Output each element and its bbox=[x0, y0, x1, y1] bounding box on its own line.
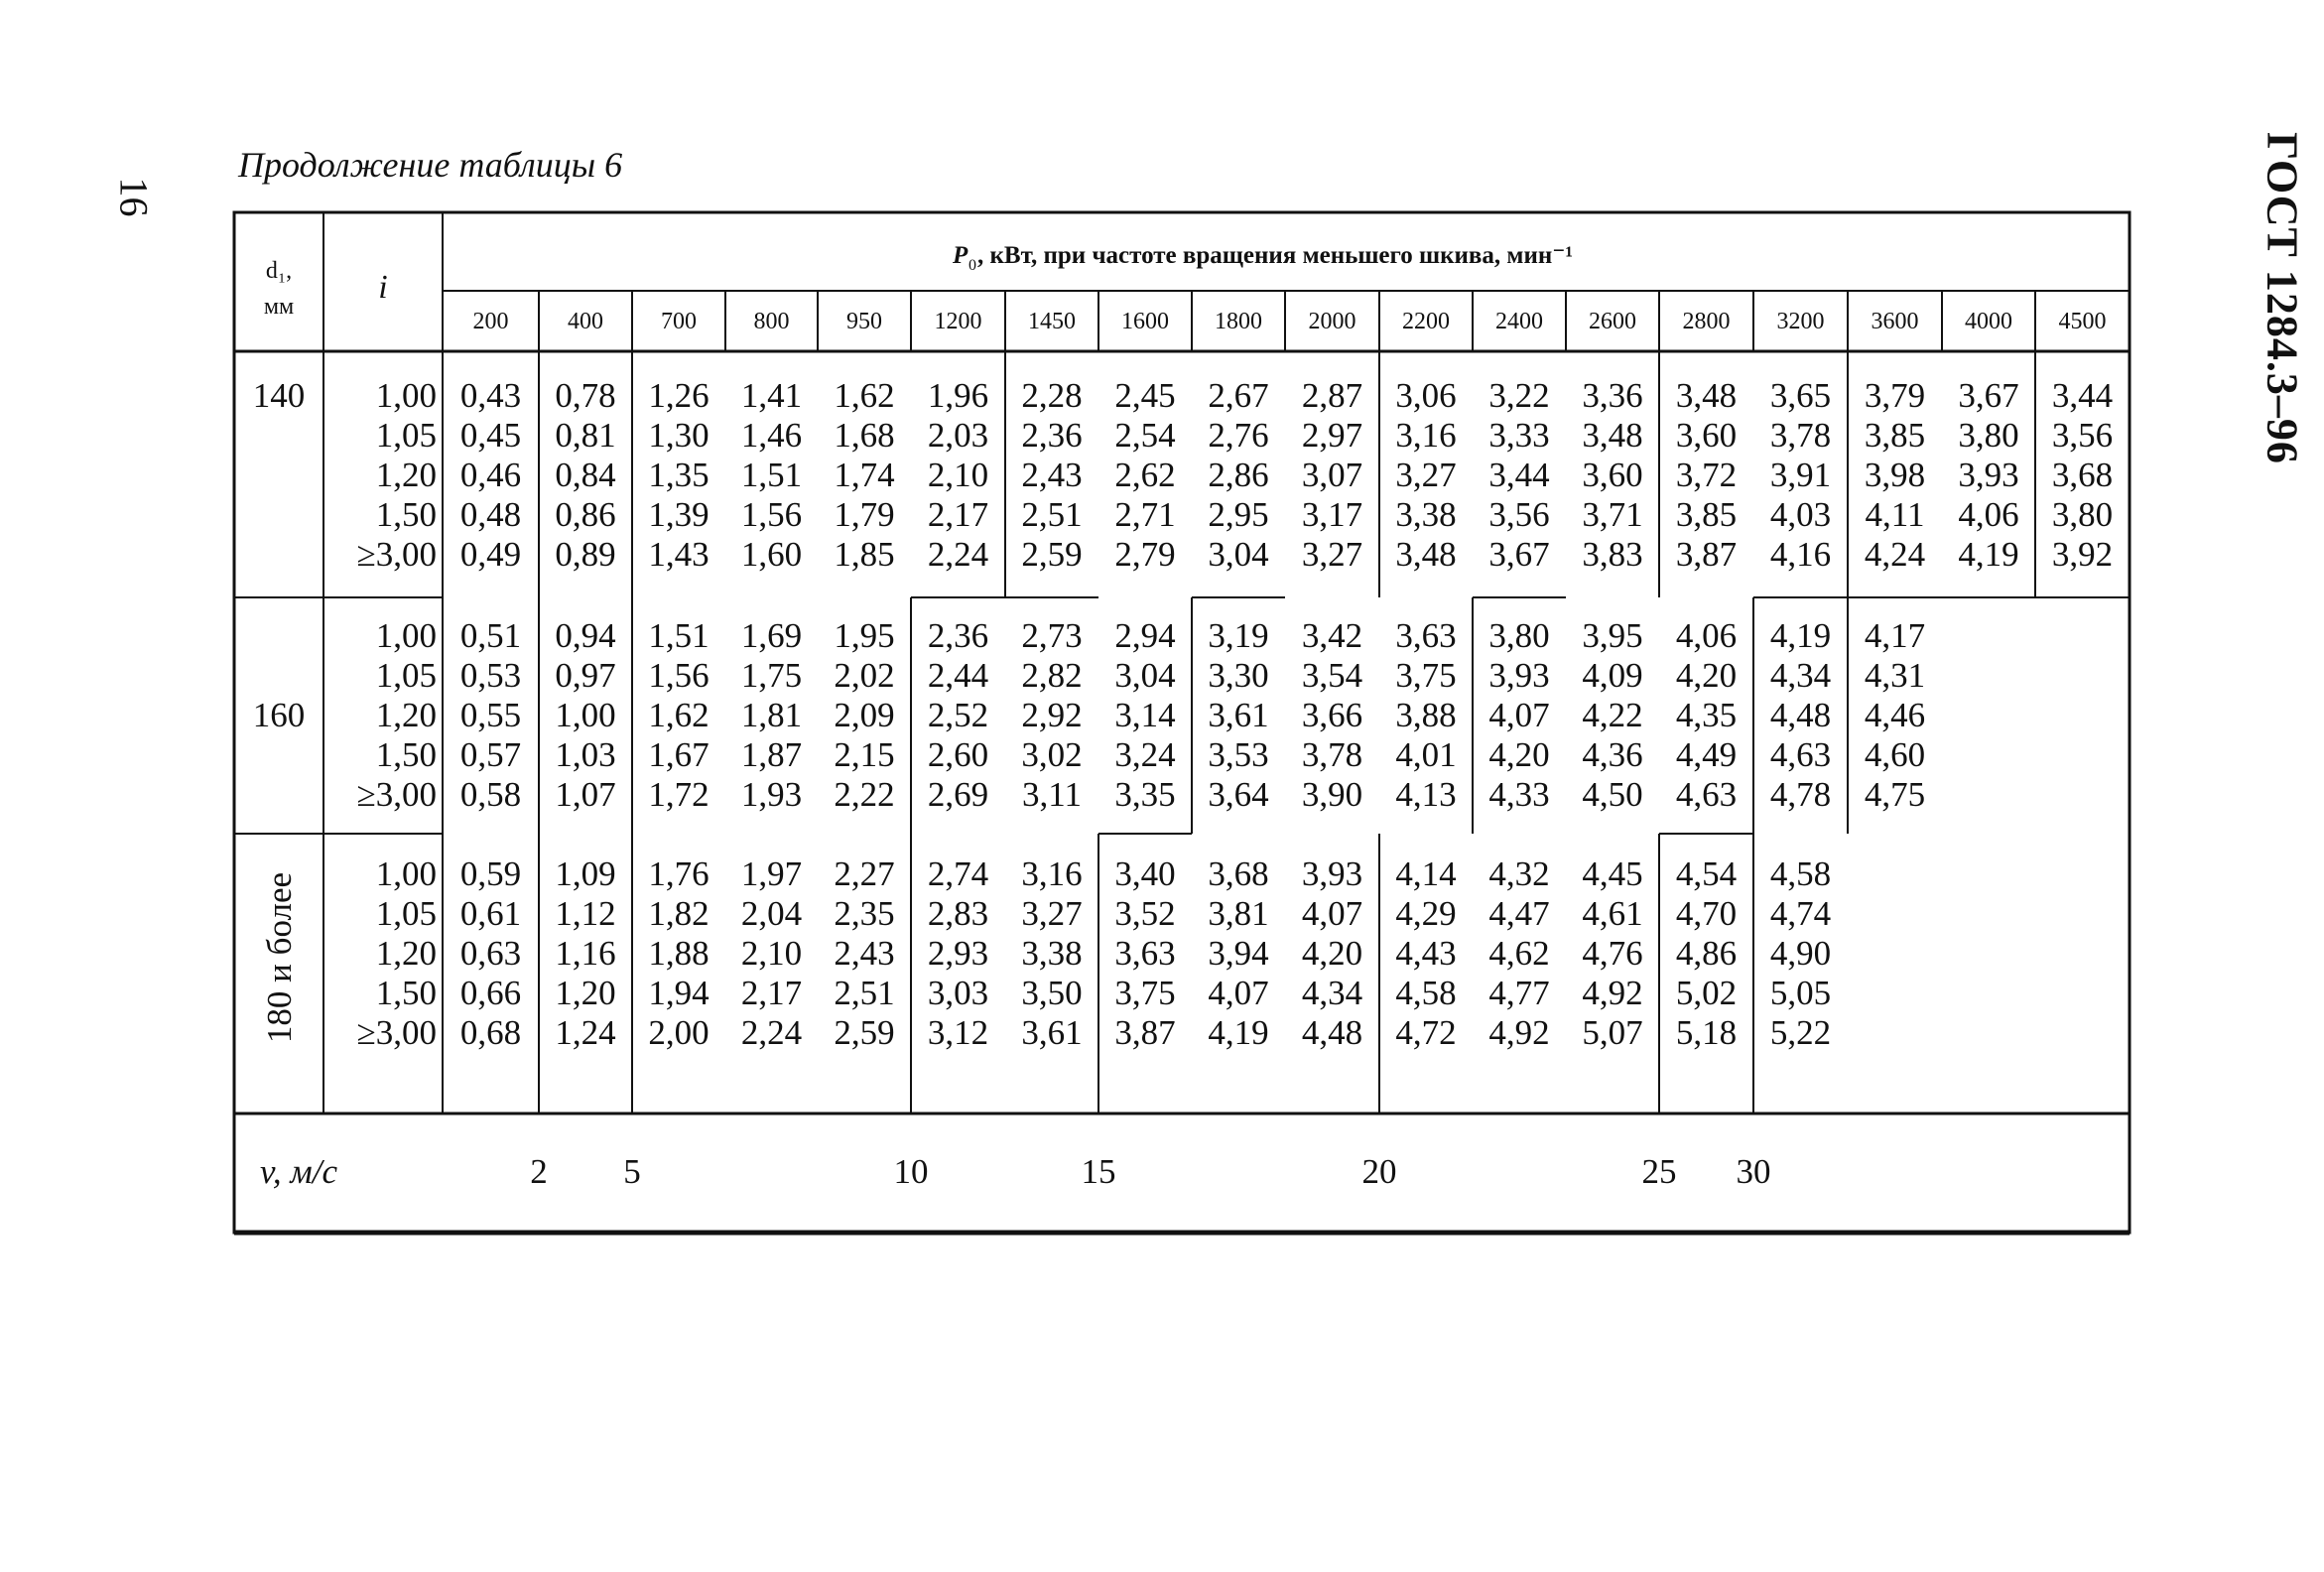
table-cell: 4,13 bbox=[1395, 775, 1457, 814]
velocity-label: v, м/с bbox=[260, 1152, 338, 1191]
gear-ratio-cell: 1,20 bbox=[375, 696, 437, 734]
table-cell: 3,38 bbox=[1395, 495, 1457, 534]
table-cell: 3,78 bbox=[1769, 416, 1832, 455]
table-cell: 4,74 bbox=[1769, 894, 1832, 933]
table-cell: 2,10 bbox=[927, 456, 989, 494]
table-cell: 3,64 bbox=[1208, 775, 1269, 814]
table-cell: 4,31 bbox=[1864, 656, 1926, 695]
table-cell: 1,00 bbox=[555, 696, 616, 734]
table-cell: 1,75 bbox=[740, 656, 803, 695]
table-cell: 4,48 bbox=[1301, 1013, 1363, 1052]
table-cell: 3,44 bbox=[1488, 456, 1550, 494]
speed-header: 1800 bbox=[1215, 309, 1262, 334]
speed-header: 4000 bbox=[1965, 309, 2012, 334]
table-cell: 3,80 bbox=[1958, 416, 2019, 455]
table-cell: 3,71 bbox=[1582, 495, 1643, 534]
table-cell: 4,01 bbox=[1395, 735, 1457, 774]
table-cell: 3,19 bbox=[1208, 616, 1269, 655]
table-cell: 1,43 bbox=[648, 535, 710, 574]
table-cell: 2,95 bbox=[1208, 495, 1269, 534]
table-cell: 3,61 bbox=[1208, 696, 1269, 734]
gear-ratio-cell: 1,20 bbox=[375, 456, 437, 494]
gear-ratio-cell: 1,50 bbox=[375, 495, 437, 534]
table-cell: 0,66 bbox=[459, 974, 522, 1012]
gear-ratio-cell: 1,00 bbox=[375, 376, 437, 415]
table-cell: 2,92 bbox=[1021, 696, 1083, 734]
gear-ratio-cell: 1,05 bbox=[375, 894, 437, 933]
table-cell: 1,46 bbox=[740, 416, 803, 455]
table-cell: 3,67 bbox=[1488, 535, 1550, 574]
table-cell: 3,16 bbox=[1021, 854, 1083, 893]
table-cell: 2,51 bbox=[834, 974, 895, 1012]
speed-header: 2200 bbox=[1402, 309, 1450, 334]
table-cell: 3,93 bbox=[1488, 656, 1550, 695]
table-cell: 2,36 bbox=[927, 616, 989, 655]
table-cell: 3,60 bbox=[1582, 456, 1643, 494]
table-cell: 2,83 bbox=[927, 894, 989, 933]
table-cell: 4,76 bbox=[1582, 934, 1643, 973]
table-cell: 3,93 bbox=[1301, 854, 1363, 893]
table-cell: 2,67 bbox=[1208, 376, 1269, 415]
table-cell: 0,78 bbox=[555, 376, 616, 415]
table-cell: 3,75 bbox=[1395, 656, 1457, 695]
table-cell: 3,54 bbox=[1301, 656, 1363, 695]
table-cell: 1,74 bbox=[834, 456, 895, 494]
table-cell: 0,58 bbox=[459, 775, 522, 814]
table-cell: 2,24 bbox=[927, 535, 989, 574]
table-cell: 3,56 bbox=[1488, 495, 1550, 534]
table-cell: 1,81 bbox=[740, 696, 803, 734]
table-cell: 4,75 bbox=[1864, 775, 1926, 814]
table-cell: 2,04 bbox=[740, 894, 803, 933]
diameter-label: 160 bbox=[252, 696, 306, 734]
table-cell: 3,17 bbox=[1301, 495, 1363, 534]
table-cell: 3,48 bbox=[1675, 376, 1738, 415]
velocity-mark: 2 bbox=[530, 1152, 548, 1191]
table-cell: 1,62 bbox=[648, 696, 710, 734]
table-cell: 4,92 bbox=[1582, 974, 1643, 1012]
velocity-mark: 25 bbox=[1641, 1152, 1677, 1191]
table-cell: 2,43 bbox=[1021, 456, 1083, 494]
table-cell: 3,38 bbox=[1021, 934, 1083, 973]
table-cell: 4,43 bbox=[1395, 934, 1457, 973]
table-cell: 3,22 bbox=[1488, 376, 1550, 415]
table-cell: 4,61 bbox=[1582, 894, 1643, 933]
speed-header: 2600 bbox=[1589, 309, 1636, 334]
header-symbol: P bbox=[953, 242, 968, 269]
table-cell: 3,56 bbox=[2051, 416, 2114, 455]
table-cell: 4,58 bbox=[1769, 854, 1832, 893]
table-cell: 2,24 bbox=[740, 1013, 803, 1052]
table-cell: 1,96 bbox=[927, 376, 989, 415]
table-cell: 4,58 bbox=[1395, 974, 1457, 1012]
diameter-label: 180 и более bbox=[260, 871, 299, 1044]
table-cell: 3,48 bbox=[1582, 416, 1643, 455]
col-d-unit: мм bbox=[263, 294, 295, 320]
table-cell: 1,09 bbox=[555, 854, 616, 893]
table-cell: 0,49 bbox=[459, 535, 522, 574]
table-cell: 1,68 bbox=[834, 416, 895, 455]
table-cell: 1,03 bbox=[555, 735, 616, 774]
table-cell: 0,63 bbox=[459, 934, 522, 973]
table-cell: 4,17 bbox=[1864, 616, 1926, 655]
table-cell: 0,86 bbox=[555, 495, 616, 534]
col-i-label: i bbox=[378, 269, 388, 306]
table-cell: 1,82 bbox=[648, 894, 710, 933]
table-cell: 0,53 bbox=[459, 656, 522, 695]
table-cell: 2,35 bbox=[834, 894, 895, 933]
table-cell: 3,33 bbox=[1488, 416, 1550, 455]
table-cell: 3,92 bbox=[2051, 535, 2114, 574]
table-cell: 1,88 bbox=[648, 934, 710, 973]
table-cell: 3,60 bbox=[1675, 416, 1738, 455]
table-cell: 3,16 bbox=[1395, 416, 1457, 455]
table-cell: 0,59 bbox=[459, 854, 522, 893]
table-cell: 3,50 bbox=[1021, 974, 1083, 1012]
table-cell: 2,02 bbox=[834, 656, 895, 695]
table-cell: 1,87 bbox=[740, 735, 803, 774]
table-cell: 4,03 bbox=[1769, 495, 1832, 534]
table-cell: 1,35 bbox=[648, 456, 710, 494]
speed-header: 200 bbox=[472, 309, 509, 334]
table-caption: Продолжение таблицы 6 bbox=[238, 145, 623, 185]
table-cell: 3,03 bbox=[927, 974, 989, 1012]
table-cell: 3,27 bbox=[1021, 894, 1083, 933]
table-cell: 3,07 bbox=[1301, 456, 1363, 494]
table-cell: 3,27 bbox=[1301, 535, 1363, 574]
table-cell: 2,71 bbox=[1114, 495, 1176, 534]
table-cell: 0,61 bbox=[459, 894, 522, 933]
table-cell: 3,98 bbox=[1864, 456, 1926, 494]
table-cell: 3,78 bbox=[1301, 735, 1363, 774]
table-cell: 4,92 bbox=[1488, 1013, 1550, 1052]
table-cell: 3,83 bbox=[1582, 535, 1643, 574]
table-cell: 3,94 bbox=[1208, 934, 1269, 973]
table-cell: 3,40 bbox=[1114, 854, 1176, 893]
table-cell: 3,80 bbox=[1488, 616, 1550, 655]
table-cell: 3,04 bbox=[1114, 656, 1176, 695]
table-cell: 2,59 bbox=[834, 1013, 895, 1052]
table-cell: 4,77 bbox=[1488, 974, 1550, 1012]
speed-header: 2800 bbox=[1682, 309, 1731, 334]
table-cell: 3,75 bbox=[1114, 974, 1176, 1012]
table-cell: 3,04 bbox=[1208, 535, 1269, 574]
table-cell: 4,07 bbox=[1208, 974, 1269, 1012]
table-cell: 5,18 bbox=[1675, 1013, 1738, 1052]
table-cell: 3,36 bbox=[1582, 376, 1643, 415]
table-cell: 0,81 bbox=[555, 416, 616, 455]
table-cell: 2,82 bbox=[1021, 656, 1083, 695]
table-cell: 3,67 bbox=[1958, 376, 2019, 415]
gear-ratio-cell: 1,50 bbox=[375, 735, 437, 774]
gear-ratio-cell: 1,05 bbox=[375, 416, 437, 455]
table-cell: 2,79 bbox=[1114, 535, 1176, 574]
table-cell: 4,06 bbox=[1958, 495, 2019, 534]
table-cell: 5,02 bbox=[1675, 974, 1738, 1012]
speed-header: 3600 bbox=[1871, 309, 1919, 334]
table-cell: 3,90 bbox=[1301, 775, 1363, 814]
table-cell: 4,16 bbox=[1769, 535, 1832, 574]
table-cell: 2,44 bbox=[927, 656, 989, 695]
gear-ratio-cell: ≥3,00 bbox=[356, 535, 437, 574]
table-cell: 1,94 bbox=[648, 974, 710, 1012]
table-cell: 1,16 bbox=[555, 934, 616, 973]
table-cell: 2,52 bbox=[927, 696, 989, 734]
speed-header: 400 bbox=[568, 309, 603, 334]
table-cell: 4,54 bbox=[1675, 854, 1738, 893]
header-symbol-sub: 0 bbox=[968, 257, 976, 274]
table-cell: 1,20 bbox=[555, 974, 616, 1012]
table-cell: 3,66 bbox=[1301, 696, 1363, 734]
gear-ratio-cell: 1,20 bbox=[375, 934, 437, 973]
speed-header: 2400 bbox=[1495, 309, 1543, 334]
table-cell: 4,47 bbox=[1488, 894, 1550, 933]
table-cell: 3,12 bbox=[927, 1013, 989, 1052]
table-cell: 1,07 bbox=[555, 775, 616, 814]
table-cell: 2,00 bbox=[648, 1013, 710, 1052]
table-cell: 3,80 bbox=[2051, 495, 2114, 534]
speed-header: 800 bbox=[753, 309, 790, 334]
table-cell: 3,63 bbox=[1114, 934, 1176, 973]
table-cell: 1,56 bbox=[740, 495, 803, 534]
gear-ratio-cell: 1,00 bbox=[375, 616, 437, 655]
table-cell: 4,70 bbox=[1675, 894, 1738, 933]
table-cell: 5,22 bbox=[1769, 1013, 1832, 1052]
table-cell: 3,48 bbox=[1395, 535, 1457, 574]
speed-header: 3200 bbox=[1776, 309, 1825, 334]
table-cell: 4,11 bbox=[1865, 495, 1925, 534]
table-cell: 2,28 bbox=[1021, 376, 1083, 415]
col-d-label: d₁, bbox=[265, 258, 293, 284]
table-cell: 2,17 bbox=[740, 974, 803, 1012]
table-cell: 5,05 bbox=[1769, 974, 1832, 1012]
diameter-label: 140 bbox=[252, 376, 306, 415]
table-cell: 3,65 bbox=[1769, 376, 1832, 415]
table-cell: 0,43 bbox=[459, 376, 522, 415]
table-cell: 2,10 bbox=[740, 934, 803, 973]
table-cell: 0,45 bbox=[459, 416, 522, 455]
velocity-mark: 30 bbox=[1736, 1152, 1771, 1191]
table-cell: 1,69 bbox=[740, 616, 803, 655]
table-cell: 4,24 bbox=[1864, 535, 1926, 574]
table-cell: 2,73 bbox=[1021, 616, 1083, 655]
table-cell: 3,24 bbox=[1114, 735, 1176, 774]
table-cell: 2,86 bbox=[1208, 456, 1269, 494]
table-cell: 3,06 bbox=[1395, 376, 1457, 415]
table-cell: 2,87 bbox=[1301, 376, 1363, 415]
table-cell: 1,24 bbox=[555, 1013, 616, 1052]
table-cell: 2,36 bbox=[1021, 416, 1083, 455]
velocity-mark: 10 bbox=[893, 1152, 929, 1191]
table-cell: 4,09 bbox=[1582, 656, 1643, 695]
table-cell: 4,07 bbox=[1301, 894, 1363, 933]
speed-header: 700 bbox=[661, 309, 697, 334]
table-cell: 2,09 bbox=[834, 696, 895, 734]
page-number: 16 bbox=[111, 177, 157, 217]
table-cell: 2,76 bbox=[1208, 416, 1269, 455]
table-cell: 0,94 bbox=[555, 616, 616, 655]
table-cell: 0,97 bbox=[555, 656, 616, 695]
table-cell: 0,48 bbox=[459, 495, 522, 534]
table-cell: 0,55 bbox=[459, 696, 522, 734]
table-cell: 4,35 bbox=[1675, 696, 1738, 734]
speed-header: 950 bbox=[846, 309, 882, 334]
table-cell: 4,32 bbox=[1488, 854, 1550, 893]
table-cell: 4,34 bbox=[1769, 656, 1832, 695]
speed-header: 1200 bbox=[934, 309, 982, 334]
table-cell: 4,48 bbox=[1769, 696, 1832, 734]
table-cell: 1,85 bbox=[834, 535, 895, 574]
table-cell: 3,87 bbox=[1675, 535, 1738, 574]
table-cell: 4,20 bbox=[1488, 735, 1550, 774]
table-cell: 4,19 bbox=[1958, 535, 2019, 574]
table-cell: 1,76 bbox=[648, 854, 710, 893]
table-cell: 1,93 bbox=[740, 775, 803, 814]
table-cell: 4,86 bbox=[1675, 934, 1738, 973]
gear-ratio-cell: ≥3,00 bbox=[356, 1013, 437, 1052]
table-cell: 4,33 bbox=[1488, 775, 1550, 814]
table-cell: 3,44 bbox=[2051, 376, 2114, 415]
table-cell: 1,51 bbox=[740, 456, 803, 494]
table-cell: 4,46 bbox=[1864, 696, 1926, 734]
table-cell: 4,20 bbox=[1301, 934, 1363, 973]
speed-header: 4500 bbox=[2058, 309, 2107, 334]
table-cell: 1,95 bbox=[834, 616, 895, 655]
table-cell: 1,67 bbox=[648, 735, 710, 774]
table-cell: 4,63 bbox=[1675, 775, 1738, 814]
gear-ratio-cell: 1,05 bbox=[375, 656, 437, 695]
table-cell: 2,69 bbox=[927, 775, 989, 814]
table-cell: 4,07 bbox=[1488, 696, 1550, 734]
table-cell: 2,74 bbox=[927, 854, 989, 893]
table-cell: 3,91 bbox=[1769, 456, 1832, 494]
table-cell: 4,90 bbox=[1769, 934, 1832, 973]
table-cell: 1,41 bbox=[740, 376, 803, 415]
table-cell: 3,27 bbox=[1395, 456, 1457, 494]
table-cell: 0,89 bbox=[555, 535, 616, 574]
table-cell: 3,53 bbox=[1208, 735, 1269, 774]
table-cell: 0,57 bbox=[459, 735, 522, 774]
table-cell: 3,85 bbox=[1675, 495, 1738, 534]
gear-ratio-cell: ≥3,00 bbox=[356, 775, 437, 814]
table-cell: 2,43 bbox=[834, 934, 895, 973]
table-cell: 3,88 bbox=[1395, 696, 1457, 734]
gear-ratio-cell: 1,50 bbox=[375, 974, 437, 1012]
table-cell: 4,36 bbox=[1582, 735, 1643, 774]
velocity-mark: 5 bbox=[623, 1152, 641, 1191]
velocity-mark: 15 bbox=[1081, 1152, 1116, 1191]
table-cell: 2,97 bbox=[1301, 416, 1363, 455]
table-cell: 3,72 bbox=[1675, 456, 1738, 494]
table-cell: 1,62 bbox=[834, 376, 895, 415]
table-cell: 4,60 bbox=[1864, 735, 1926, 774]
header-caption: , кВт, при частоте вращения меньшего шкива, мин⁻¹ bbox=[977, 242, 1573, 269]
table-cell: 2,17 bbox=[927, 495, 989, 534]
table-cell: 3,95 bbox=[1582, 616, 1643, 655]
table-cell: 3,79 bbox=[1864, 376, 1926, 415]
table-cell: 3,02 bbox=[1021, 735, 1083, 774]
table-cell: 4,19 bbox=[1769, 616, 1832, 655]
table-cell: 1,12 bbox=[555, 894, 616, 933]
table-cell: 1,51 bbox=[648, 616, 710, 655]
table-cell: 2,22 bbox=[834, 775, 895, 814]
table-cell: 0,68 bbox=[459, 1013, 522, 1052]
table-cell: 0,51 bbox=[459, 616, 522, 655]
table-cell: 4,45 bbox=[1582, 854, 1643, 893]
table-cell: 2,27 bbox=[834, 854, 895, 893]
table-cell: 3,85 bbox=[1864, 416, 1926, 455]
table-cell: 3,52 bbox=[1114, 894, 1176, 933]
table-cell: 0,46 bbox=[459, 456, 522, 494]
table-cell: 4,19 bbox=[1208, 1013, 1269, 1052]
table-cell: 3,30 bbox=[1208, 656, 1269, 695]
table-cell: 2,51 bbox=[1021, 495, 1083, 534]
table-cell: 1,26 bbox=[648, 376, 710, 415]
standard-code: ГОСТ 1284.3–96 bbox=[2258, 132, 2307, 464]
table-cell: 4,50 bbox=[1582, 775, 1643, 814]
table-cell: 5,07 bbox=[1582, 1013, 1643, 1052]
speed-header: 1600 bbox=[1121, 309, 1169, 334]
table-cell: 3,14 bbox=[1114, 696, 1176, 734]
table-cell: 4,72 bbox=[1395, 1013, 1457, 1052]
table-cell: 2,54 bbox=[1114, 416, 1176, 455]
table-cell: 3,68 bbox=[2051, 456, 2114, 494]
table-cell: 0,84 bbox=[555, 456, 616, 494]
table-cell: 2,03 bbox=[927, 416, 989, 455]
table-cell: 1,30 bbox=[648, 416, 710, 455]
table-cell: 3,42 bbox=[1301, 616, 1363, 655]
table-cell: 4,06 bbox=[1675, 616, 1738, 655]
table-cell: 1,56 bbox=[648, 656, 710, 695]
table-cell: 4,78 bbox=[1769, 775, 1832, 814]
table-cell: 2,59 bbox=[1021, 535, 1083, 574]
table-cell: 4,62 bbox=[1488, 934, 1550, 973]
table-cell: 3,81 bbox=[1208, 894, 1269, 933]
table-cell: 1,39 bbox=[648, 495, 710, 534]
table-cell: 1,60 bbox=[740, 535, 803, 574]
table-cell: 4,14 bbox=[1395, 854, 1457, 893]
table-cell: 3,61 bbox=[1021, 1013, 1083, 1052]
table-cell: 2,15 bbox=[834, 735, 895, 774]
table-cell: 4,20 bbox=[1675, 656, 1738, 695]
table-cell: 2,60 bbox=[927, 735, 989, 774]
table-cell: 1,97 bbox=[740, 854, 803, 893]
table-cell: 3,63 bbox=[1395, 616, 1457, 655]
table-cell: 4,29 bbox=[1395, 894, 1457, 933]
table-cell: 2,94 bbox=[1114, 616, 1176, 655]
table-cell: 3,68 bbox=[1208, 854, 1269, 893]
table-cell: 4,34 bbox=[1301, 974, 1363, 1012]
table-cell: 4,49 bbox=[1675, 735, 1738, 774]
table-cell: 2,93 bbox=[927, 934, 989, 973]
speed-header: 1450 bbox=[1028, 309, 1076, 334]
table-cell: 4,63 bbox=[1769, 735, 1832, 774]
table-cell: 2,62 bbox=[1114, 456, 1176, 494]
table-cell: 4,22 bbox=[1582, 696, 1643, 734]
table-cell: 3,11 bbox=[1022, 775, 1082, 814]
table-cell: 2,45 bbox=[1114, 376, 1176, 415]
table-cell: 3,93 bbox=[1958, 456, 2019, 494]
speed-header: 2000 bbox=[1308, 309, 1356, 334]
gear-ratio-cell: 1,00 bbox=[375, 854, 437, 893]
table-cell: 3,35 bbox=[1114, 775, 1176, 814]
velocity-mark: 20 bbox=[1361, 1152, 1397, 1191]
table-cell: 1,79 bbox=[834, 495, 895, 534]
table-cell: 3,87 bbox=[1114, 1013, 1176, 1052]
table-cell: 1,72 bbox=[648, 775, 710, 814]
